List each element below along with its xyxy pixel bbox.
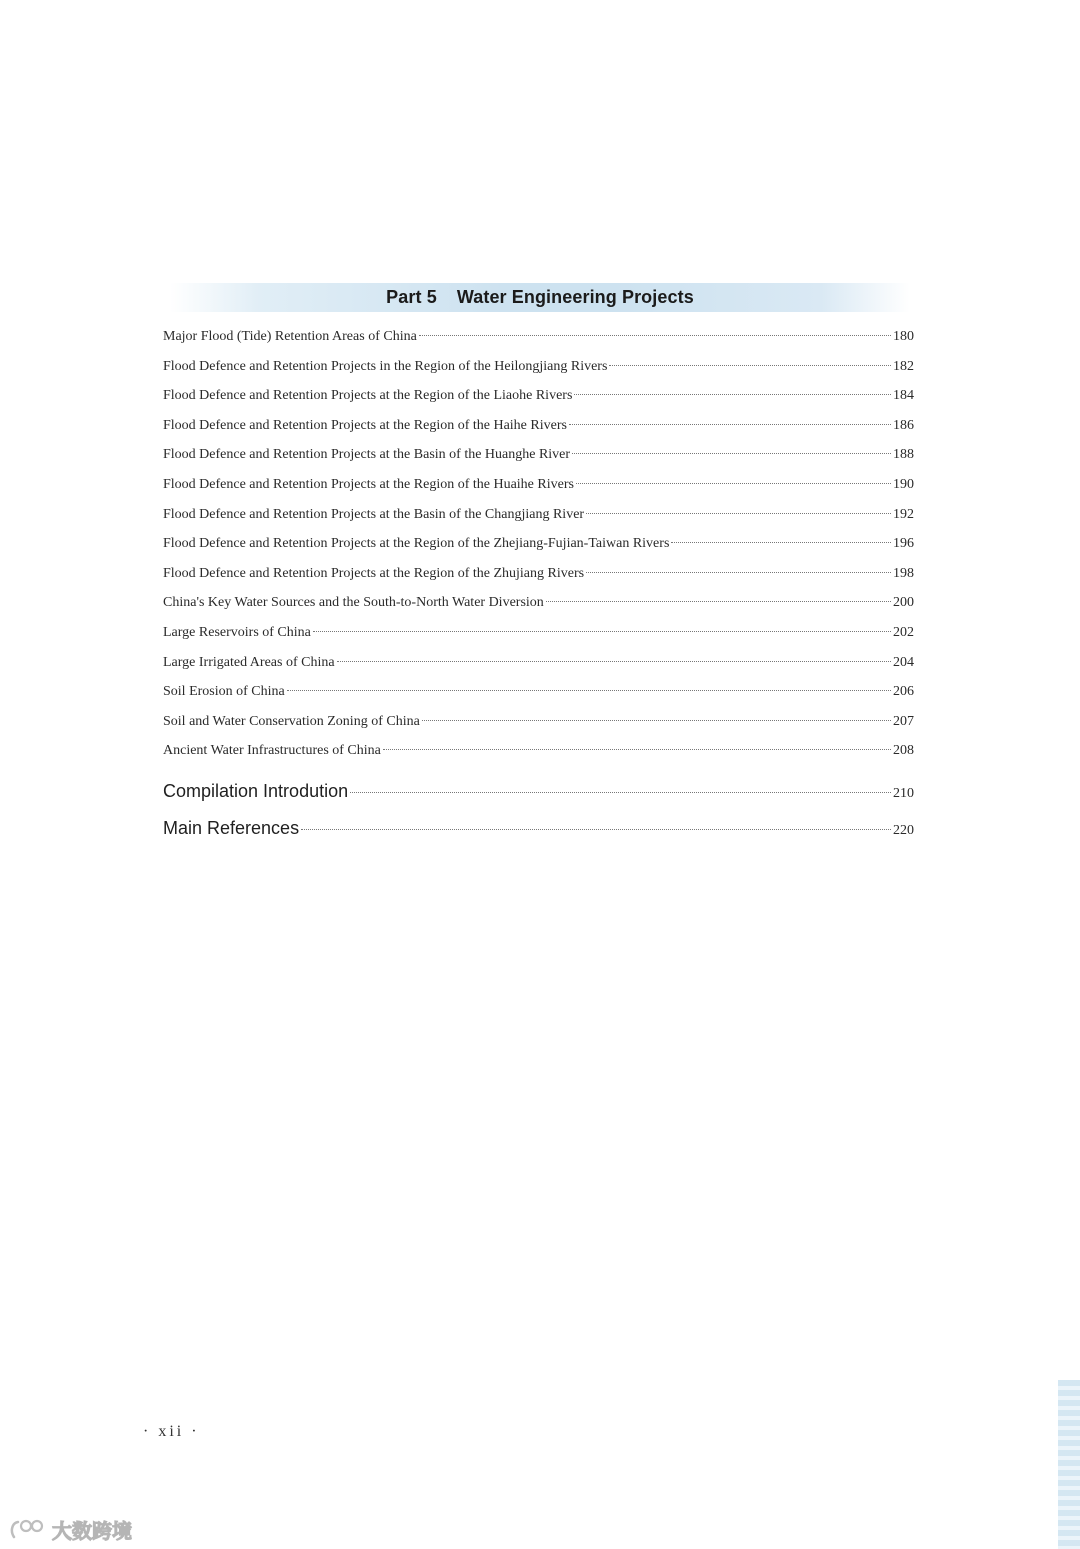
toc-entry-title: Major Flood (Tide) Retention Areas of China [163, 329, 417, 344]
toc-entry-page: 198 [893, 565, 914, 581]
dot-leader [422, 720, 891, 721]
dot-leader [574, 394, 891, 395]
toc-entry-page: 192 [893, 506, 914, 522]
dot-leader [586, 572, 891, 573]
toc-entry[interactable] [163, 470, 914, 500]
dot-leader [671, 542, 891, 543]
watermark [8, 1515, 132, 1543]
toc-entry-title: Flood Defence and Retention Projects at the Region of the Haihe Rivers [163, 417, 567, 433]
toc-entry-title: Flood Defence and Retention Projects in the Region of the Heilongjiang Rivers [163, 358, 608, 374]
toc-entry-page: 208 [893, 743, 914, 759]
toc-entry-page: 204 [893, 654, 914, 670]
toc-entry-page: 184 [893, 388, 914, 404]
toc-entry[interactable] [163, 648, 914, 678]
dot-leader [586, 513, 891, 514]
dot-leader [576, 483, 891, 484]
toc-major-title: Compilation Introdution [163, 781, 349, 801]
toc-entry-title: Ancient Water Infrastructures of China [163, 743, 381, 759]
table-of-contents [163, 322, 914, 766]
toc-major-entry[interactable] [163, 818, 914, 839]
toc-entry-page: 182 [893, 358, 914, 374]
part-title: Water Engineering Projects [456, 287, 694, 307]
watermark-text: 大数跨境 [52, 1518, 132, 1543]
toc-entry[interactable] [163, 559, 914, 589]
toc-entry-page: 196 [893, 536, 914, 552]
toc-entry-page: 188 [893, 447, 914, 463]
toc-entry-title: Large Reservoirs of China [163, 624, 311, 640]
toc-entry[interactable] [163, 707, 914, 737]
toc-entry[interactable] [163, 381, 914, 411]
dot-leader [572, 453, 891, 454]
dot-leader [301, 829, 891, 830]
toc-major-page: 210 [893, 786, 914, 801]
toc-major-page: 220 [893, 823, 914, 838]
toc-entry[interactable] [163, 322, 914, 352]
toc-entry-title: Flood Defence and Retention Projects at the Region of the Zhejiang-Fujian-Taiwan Rivers [163, 536, 670, 552]
toc-entry-title: Flood Defence and Retention Projects at the Basin of the Changjiang River [163, 506, 585, 522]
toc-entry[interactable] [163, 529, 914, 559]
toc-entry-title: China's Key Water Sources and the South-to-North Water Diversion [163, 595, 544, 611]
toc-entry-page: 206 [893, 684, 914, 700]
toc-entry-title: Flood Defence and Retention Projects at the Region of the Huaihe Rivers [163, 476, 574, 492]
part-heading [0, 287, 1080, 308]
dot-leader [609, 365, 891, 366]
brand-logo-icon [8, 1517, 48, 1541]
part-label: Part 5 [386, 287, 437, 307]
toc-entry[interactable] [163, 677, 914, 707]
dot-leader [350, 792, 891, 793]
dot-leader [546, 601, 891, 602]
page-number: · xii · [143, 1423, 200, 1440]
toc-entry[interactable] [163, 352, 914, 382]
toc-entry[interactable] [163, 588, 914, 618]
dot-leader [569, 424, 891, 425]
toc-entry[interactable] [163, 618, 914, 648]
toc-entry-title: Soil and Water Conservation Zoning of China [163, 713, 420, 729]
decorative-edge-strip [1058, 1380, 1080, 1549]
toc-entry-page: 190 [893, 476, 914, 492]
toc-entry-page: 186 [893, 417, 914, 433]
dot-leader [419, 335, 891, 336]
toc-entry-title: Flood Defence and Retention Projects at the Region of the Liaohe Rivers [163, 388, 573, 404]
toc-major-title: Main References [163, 818, 300, 838]
toc-entry[interactable] [163, 411, 914, 441]
toc-entry[interactable] [163, 500, 914, 530]
toc-entry-page: 200 [893, 595, 914, 611]
toc-major-entry[interactable] [163, 781, 914, 802]
dot-leader [287, 690, 891, 691]
dot-leader [313, 631, 891, 632]
toc-entry-page: 202 [893, 624, 914, 640]
toc-entry-page: 180 [893, 329, 914, 344]
toc-entry-title: Large Irrigated Areas of China [163, 654, 335, 670]
toc-entry-title: Flood Defence and Retention Projects at the Region of the Zhujiang Rivers [163, 565, 585, 581]
toc-entry-title: Flood Defence and Retention Projects at the Basin of the Huanghe River [163, 447, 571, 463]
dot-leader [383, 749, 891, 750]
toc-entry[interactable] [163, 440, 914, 470]
toc-entry-title: Soil Erosion of China [163, 684, 285, 700]
dot-leader [337, 661, 891, 662]
toc-entry[interactable] [163, 736, 914, 766]
toc-entry-page: 207 [893, 713, 914, 729]
